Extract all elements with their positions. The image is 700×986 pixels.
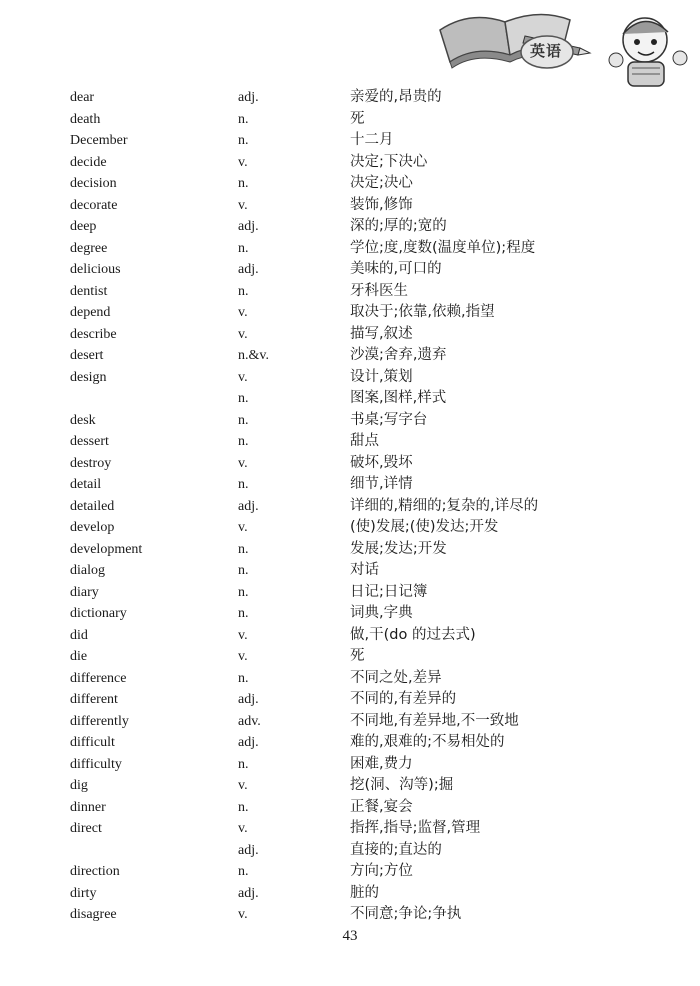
meaning-text: 方向;方位 [350,863,413,879]
list-item [70,775,630,797]
list-item [70,216,630,238]
part-of-speech: n. [238,133,249,148]
meaning-text: 描写,叙述 [350,325,413,342]
word-text: die [70,649,88,664]
part-of-speech: n. [238,434,249,449]
list-item [70,195,630,217]
word-text: decide [70,154,107,170]
word-text: difference [70,670,127,686]
part-of-speech: v. [238,649,248,664]
meaning-text: 死 [350,110,365,127]
meaning-text: 装饰,修饰 [350,196,413,213]
meaning-text: 难的,艰难的;不易相处的 [350,734,505,750]
word-text: decorate [70,197,118,213]
part-of-speech: n. [238,563,249,578]
meaning-text: (使)发展;(使)发达;开发 [350,519,499,535]
part-of-speech: v. [238,455,248,471]
meaning-text: 牙科医生 [350,282,408,299]
list-item [70,883,630,905]
part-of-speech: adj. [238,219,259,234]
meaning-text: 不同之处,差异 [350,669,442,686]
part-of-speech: adj. [238,262,259,277]
word-text: degree [70,240,108,256]
word-text: dig [70,778,88,793]
word-text: difficult [70,735,115,750]
part-of-speech: n. [238,799,249,815]
part-of-speech: n. [238,412,249,428]
meaning-text: 正餐,宴会 [350,798,413,815]
meaning-text: 困难,费力 [350,755,413,772]
word-text: dinner [70,799,106,815]
meaning-text: 发展;发达;开发 [350,540,447,557]
part-of-speech: v. [238,778,248,793]
part-of-speech: adj. [238,885,259,901]
list-item [70,410,630,432]
list-item [70,431,630,453]
list-item [70,302,630,324]
word-text: December [70,133,128,148]
list-item [70,324,630,346]
word-text: deep [70,219,97,234]
word-text: direction [70,864,120,879]
part-of-speech: n. [238,541,249,557]
meaning-text: 日记;日记簿 [350,583,428,600]
header-illustration [430,0,700,90]
part-of-speech: n. [238,111,249,127]
word-text: detailed [70,498,115,514]
meaning-text: 取决于;依靠,依赖,指望 [350,304,495,320]
part-of-speech: adj. [238,90,259,105]
list-item [70,496,630,518]
part-of-speech: n. [238,756,249,772]
meaning-text: 做,干(do 的过去式) [350,626,476,643]
meaning-text: 十二月 [350,132,394,148]
part-of-speech: n. [238,670,249,686]
list-item [70,130,630,152]
list-item [70,238,630,260]
list-item [70,87,630,109]
word-text: depend [70,305,111,320]
meaning-text: 深的;厚的;宽的 [350,218,447,234]
word-text: dialog [70,563,105,578]
list-item [70,474,630,496]
part-of-speech: v. [238,627,248,643]
part-of-speech: n. [238,584,249,600]
meaning-text: 亲爱的,昂贵的 [350,89,442,105]
word-text: destroy [70,455,112,471]
word-text: describe [70,326,117,342]
list-item [70,109,630,131]
part-of-speech: v. [238,520,248,535]
meaning-text: 不同的,有差异的 [350,691,457,707]
subject-badge-label: 英语 [529,42,562,60]
meaning-text: 详细的,精细的;复杂的,详尽的 [350,497,539,514]
word-text: dictionary [70,606,127,621]
meaning-text: 破坏,毁坏 [350,454,413,471]
part-of-speech: v. [238,821,248,836]
part-of-speech: n.&v. [238,348,269,363]
list-item [70,281,630,303]
word-text: death [70,111,101,127]
list-item [70,603,630,625]
meaning-text: 挖(洞、沟等);掘 [350,777,454,793]
word-text: disagree [70,907,117,922]
meaning-text: 直接的;直达的 [350,841,442,858]
word-text: design [70,369,107,385]
part-of-speech: v. [238,369,248,385]
list-item [70,152,630,174]
word-text: dessert [70,434,109,449]
list-item [70,367,630,389]
word-text: delicious [70,262,121,277]
meaning-text: 细节,详情 [350,476,413,492]
meaning-text: 决定;决心 [350,175,413,191]
list-item [70,345,630,367]
list-item [70,754,630,776]
part-of-speech: adj. [238,498,259,514]
meaning-text: 不同地,有差异地,不一致地 [350,712,519,729]
list-item [70,625,630,647]
word-text: diary [70,584,99,600]
meaning-text: 沙漠;舍弃,遗弃 [350,347,447,363]
part-of-speech: adj. [238,692,259,707]
word-text: development [70,541,143,557]
part-of-speech: n. [238,283,249,299]
list-item [70,861,630,883]
list-item [70,840,630,862]
part-of-speech: n. [238,176,249,191]
meaning-text: 指挥,指导;监督,管理 [350,820,481,836]
list-item [70,904,630,926]
word-text: did [70,627,88,643]
meaning-text: 不同意;争论;争执 [350,906,462,922]
part-of-speech: v. [238,326,248,342]
part-of-speech: n. [238,864,249,879]
word-text: difficulty [70,756,122,772]
list-item [70,259,630,281]
list-item [70,711,630,733]
meaning-text: 书桌;写字台 [350,411,428,428]
part-of-speech: adj. [238,735,259,750]
word-text: differently [70,713,129,729]
part-of-speech: n. [238,606,249,621]
page-number: 43 [342,928,358,944]
list-item [70,797,630,819]
word-text: different [70,692,118,707]
meaning-text: 设计,策划 [350,368,413,385]
part-of-speech: v. [238,197,248,213]
list-item [70,539,630,561]
list-item [70,582,630,604]
word-text: dentist [70,283,108,299]
meaning-text: 图案,图样,样式 [350,390,447,406]
word-text: dear [70,90,95,105]
word-text: desert [70,348,104,363]
list-item [70,646,630,668]
list-item [70,668,630,690]
list-item [70,453,630,475]
meaning-text: 决定;下决心 [350,153,428,170]
vocabulary-list [70,87,630,926]
meaning-text: 美味的,可口的 [350,261,442,277]
meaning-text: 脏的 [350,884,379,901]
meaning-text: 对话 [350,562,379,578]
part-of-speech: v. [238,154,248,170]
cartoon-kid-icon [609,18,687,86]
meaning-text: 词典,字典 [350,605,413,621]
part-of-speech: n. [238,391,249,406]
meaning-text: 死 [350,648,365,664]
meaning-text: 甜点 [350,433,379,449]
word-text: dirty [70,885,97,901]
list-item [70,818,630,840]
word-text: desk [70,412,96,428]
word-text: develop [70,520,115,535]
part-of-speech: v. [238,305,248,320]
part-of-speech: n. [238,477,249,492]
list-item [70,517,630,539]
word-text: direct [70,821,102,836]
meaning-text: 学位;度,度数(温度单位);程度 [350,239,536,256]
list-item [70,388,630,410]
part-of-speech: v. [238,907,248,922]
word-text: decision [70,176,117,191]
word-text: detail [70,477,102,492]
list-item [70,173,630,195]
list-item [70,689,630,711]
part-of-speech: adv. [238,713,261,729]
part-of-speech: n. [238,240,249,256]
list-item [70,732,630,754]
part-of-speech: adj. [238,842,259,858]
list-item [70,560,630,582]
